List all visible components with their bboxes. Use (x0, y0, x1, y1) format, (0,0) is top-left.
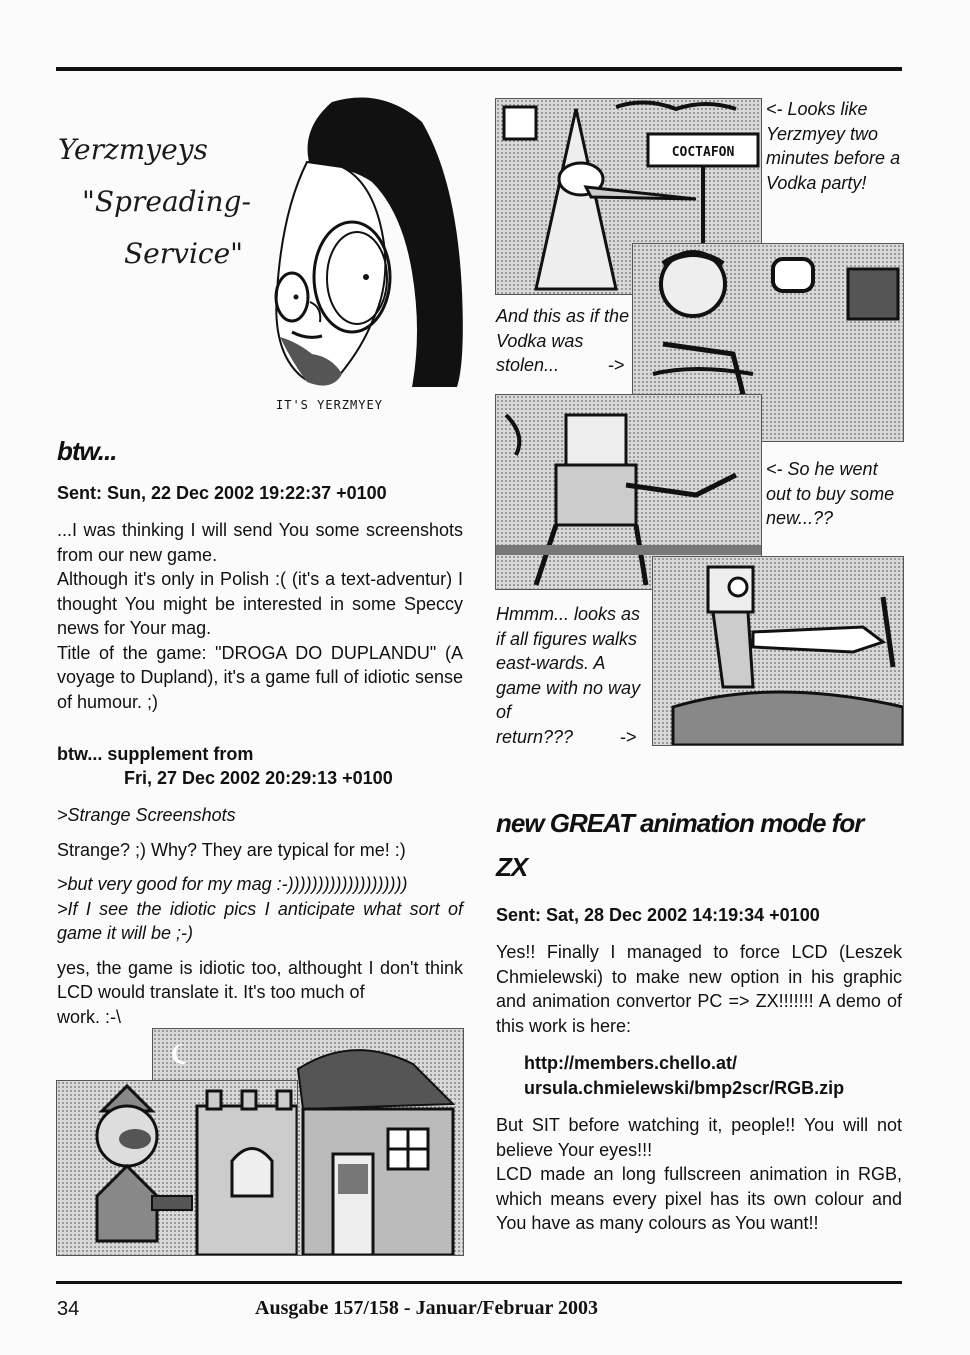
portrait-caption: IT'S YERZMYEY (276, 398, 383, 412)
left-body-1 (57, 518, 463, 714)
screenshot-rocket (652, 556, 904, 746)
animation-heading (496, 801, 906, 889)
caption-vodka-party: <- Looks like Yerzmyey two minutes before a Vodka party! (766, 99, 901, 193)
paragraph-5-end: work. :-\ (57, 1006, 122, 1027)
bottom-rule (56, 1281, 902, 1284)
sign-text: COCTAFON (671, 145, 735, 160)
demo-link-line-2[interactable]: ursula.chmielewski/bmp2scr/RGB.zip (524, 1077, 845, 1098)
paragraph-7: But SIT before watching it, people!! You will not believe Your eyes!!! (496, 1115, 902, 1160)
caption-vodka-stolen-text: And this as if the Vodka was (496, 306, 630, 351)
caption-east-wards-text: Hmmm... looks as if all figures walks east-wards. A game with no way of (496, 604, 641, 722)
paragraph-4: Strange? ;) Why? They are typical for me! :) (57, 839, 406, 860)
top-rule (56, 67, 902, 71)
supplement-label: btw... supplement from (57, 744, 254, 764)
paragraph-5: yes, the game is idiotic too, althought I don't think LCD would translate it. It's too much of (57, 957, 463, 1002)
screenshot-gnome-castle (56, 1080, 298, 1256)
caption-east-wards-end: return??? (496, 726, 574, 747)
btw-heading: btw... (57, 436, 117, 466)
issue-footer: Ausgabe 157/158 - Januar/Februar 2003 (255, 1297, 598, 1319)
animation-heading-line-2: ZX (496, 852, 528, 882)
right-body-end (496, 1113, 902, 1236)
arrow-right-icon: -> (620, 726, 637, 747)
demo-link-line-1[interactable]: http://members.chello.at/ (524, 1053, 738, 1073)
paragraph-6: Yes!! Finally I managed to force LCD (Leszek Chmielewski) to make new option in his graphic and animation convertor PC => ZX!!!!!!! A demo of this work is here: (496, 942, 902, 1036)
quote-idiotic-pics: >If I see the idiotic pics I anticipate what sort of game it will be ;-) (57, 898, 463, 943)
caption-buy-new: <- So he went out to buy some new...?? (766, 459, 895, 528)
title-line-2: "Spreading- (82, 185, 251, 218)
title-line-1: Yerzmyeys (58, 133, 208, 166)
yerzmyey-portrait (262, 92, 467, 402)
caption-vodka-stolen-end: stolen... (496, 355, 560, 375)
page-number: 34 (57, 1298, 80, 1320)
paragraph-1: ...I was thinking I will send You some screenshots from our new game. (57, 520, 463, 565)
arrow-right-icon: -> (608, 355, 625, 375)
demo-link[interactable] (524, 1051, 904, 1100)
quote-good-for-mag: >but very good for my mag :-)))))))))))))))))))) (57, 874, 408, 894)
caption-east-wards (496, 602, 648, 749)
paragraph-2: Although it's only in Polish :( (it's a text-adventur) I thought You might be interested in some Speccy news for Your mag. (57, 569, 463, 638)
sent-date-2: Sent: Sat, 28 Dec 2002 14:19:34 +0100 (496, 905, 820, 925)
supplement-date: Fri, 27 Dec 2002 20:29:13 +0100 (124, 768, 393, 788)
paragraph-3: Title of the game: "DROGA DO DUPLANDU" (A voyage to Dupland), it's a game full of idiotic sense of humour. ;) (57, 642, 463, 712)
paragraph-8: LCD made an long fullscreen animation in RGB, which means every pixel has its own colour and You have as many colours as You want!! (496, 1164, 902, 1233)
left-body-2 (57, 803, 463, 1029)
quote-strange-screenshots: >Strange Screenshots (57, 805, 236, 825)
title-line-3: Service" (124, 237, 244, 270)
animation-heading-line-1: new GREAT animation mode for (496, 808, 864, 838)
caption-vodka-stolen (496, 304, 632, 378)
sent-date-1: Sent: Sun, 22 Dec 2002 19:22:37 +0100 (57, 483, 387, 503)
